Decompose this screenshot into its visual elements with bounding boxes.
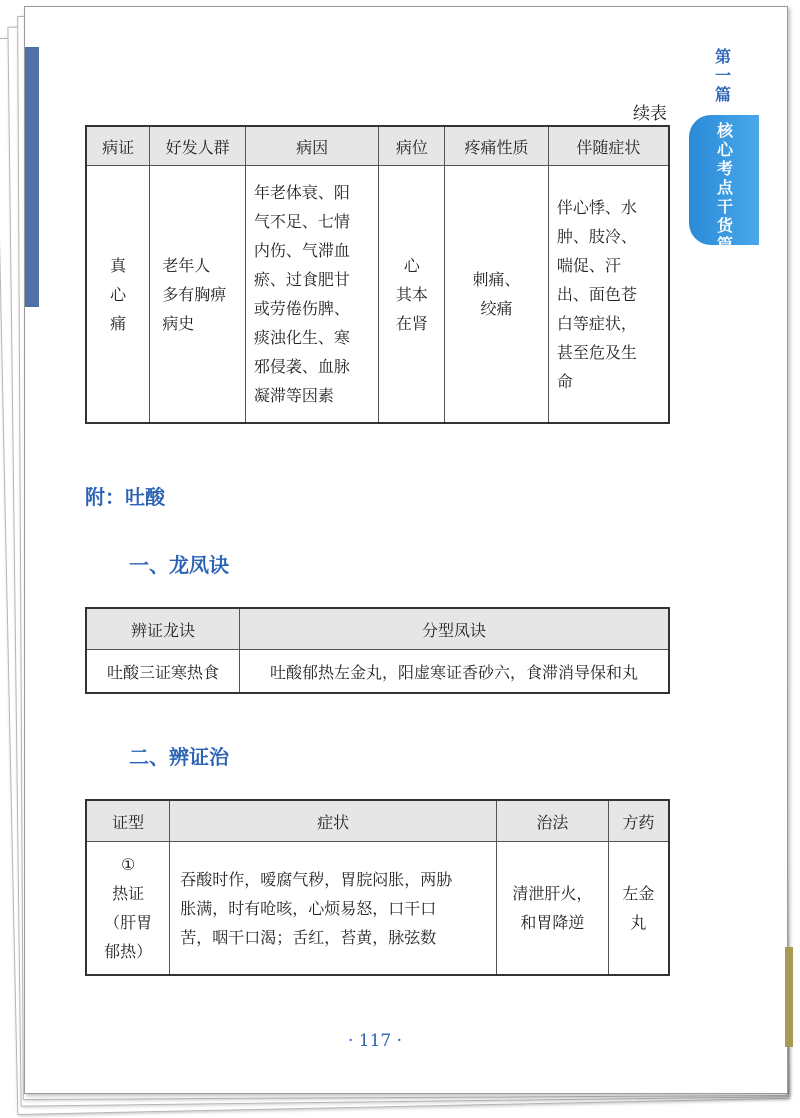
cell-line: 老年人 <box>162 255 211 275</box>
cell-line: 郁热） <box>104 942 153 961</box>
disease-cell <box>86 166 150 424</box>
symptoms-cell <box>548 166 669 424</box>
header-cell: 病证 <box>86 126 150 166</box>
section-tab-char: 篇 <box>716 235 733 254</box>
part-label-char: 篇 <box>714 85 731 104</box>
subsection-heading: 一、龙凤诀 <box>129 553 229 577</box>
table-row <box>86 650 669 694</box>
cell-line: ① <box>120 855 136 874</box>
cell-line: 心 <box>110 284 127 304</box>
page-number: · 117 · <box>347 1031 403 1051</box>
section-tab-char: 核 <box>716 121 733 140</box>
cell-line: 绞痛 <box>480 299 513 318</box>
location-cell <box>379 166 445 424</box>
continued-table-label: 续表 <box>633 104 667 124</box>
table-row <box>86 166 669 424</box>
table-header-row <box>86 126 669 166</box>
section-tab-char: 考 <box>716 159 733 178</box>
cell-line: 甚至危及生 <box>556 342 637 362</box>
pain-nature-cell <box>445 166 549 424</box>
section-tab-char: 干 <box>716 197 733 216</box>
cell-line: 命 <box>556 371 573 391</box>
mnemonic-table <box>85 607 670 694</box>
cell-line: 热证 <box>112 884 145 903</box>
cell-line: 苦，咽干口渴；舌红，苔黄，脉弦数 <box>180 927 437 947</box>
cell-line: 肿、肢冷、 <box>556 226 637 246</box>
symptoms-cell <box>170 842 497 976</box>
cell-line: 清泄肝火， <box>512 884 593 903</box>
cell-line: 内伤、气滞血 <box>253 241 350 260</box>
syndrome-type-cell <box>86 842 170 976</box>
section-tab-char: 货 <box>716 216 733 235</box>
cell-line: 在肾 <box>395 313 428 333</box>
section-tab <box>689 115 759 254</box>
cell-line: 多有胸痹 <box>162 284 227 304</box>
table-cell: 吐酸郁热左金丸，阳虚寒证香砂六，食滞消导保和丸 <box>239 650 669 694</box>
part-label-char: 一 <box>714 66 731 85</box>
section-tab-char: 点 <box>716 178 733 197</box>
cell-line: 刺痛、 <box>472 270 521 289</box>
part-label-char: 第 <box>714 47 731 66</box>
table-header-row <box>86 800 669 842</box>
cell-line: 丸 <box>630 913 647 932</box>
treatment-table <box>85 799 670 976</box>
cell-line: 其本 <box>395 284 428 304</box>
cell-line: 白等症状， <box>556 313 637 333</box>
cell-line: 胀满，时有呛咳，心烦易怒，口干口 <box>180 898 437 918</box>
cell-line: 喘促、汗 <box>556 255 621 275</box>
cell-line: 左金 <box>622 884 655 903</box>
cell-line: 年老体衰、阳 <box>253 183 350 202</box>
cell-line: 凝滞等因素 <box>253 386 334 405</box>
cell-line: 或劳倦伤脾、 <box>253 299 350 318</box>
cell-line: 和胃降逆 <box>520 913 585 932</box>
header-cell: 分型凤诀 <box>239 608 669 650</box>
header-cell: 症状 <box>170 800 497 842</box>
section-tab-char: 心 <box>716 140 733 159</box>
heart-pain-table <box>85 125 670 424</box>
cell-line: 伴心悸、水 <box>556 197 637 217</box>
header-cell: 治法 <box>497 800 609 842</box>
cell-line: 真 <box>110 255 127 275</box>
header-cell: 方药 <box>608 800 669 842</box>
cell-line: 瘀、过食肥甘 <box>253 270 350 289</box>
cell-line: 气不足、七情 <box>253 212 350 231</box>
cell-line: 心 <box>403 255 420 275</box>
header-cell: 病因 <box>245 126 379 166</box>
treatment-method-cell <box>497 842 609 976</box>
table-cell: 吐酸三证寒热食 <box>86 650 239 694</box>
header-cell: 好发人群 <box>150 126 246 166</box>
page-edge-strip <box>25 47 39 307</box>
header-cell: 病位 <box>379 126 445 166</box>
subsection-heading: 二、辨证治 <box>129 745 229 769</box>
cell-line: 病史 <box>162 313 195 333</box>
cell-line: 痰浊化生、寒 <box>253 328 350 347</box>
part-label <box>703 47 743 104</box>
table-header-row <box>86 608 669 650</box>
header-cell: 伴随症状 <box>548 126 669 166</box>
cell-line: 邪侵袭、血脉 <box>253 357 350 376</box>
page-edge-deco <box>785 947 793 1047</box>
population-cell <box>150 166 246 424</box>
table-row <box>86 842 669 976</box>
cell-line: 痛 <box>110 313 127 333</box>
cell-line: 吞酸时作，嗳腐气秽，胃脘闷胀，两胁 <box>180 869 453 889</box>
cell-line: （肝胃 <box>104 913 153 932</box>
cause-cell <box>245 166 379 424</box>
header-cell: 辨证龙诀 <box>86 608 239 650</box>
header-cell: 证型 <box>86 800 170 842</box>
book-page <box>24 6 788 1094</box>
header-cell: 疼痛性质 <box>445 126 549 166</box>
section-heading: 附：吐酸 <box>85 485 165 509</box>
formula-cell <box>608 842 669 976</box>
cell-line: 出、面色苍 <box>556 284 637 304</box>
